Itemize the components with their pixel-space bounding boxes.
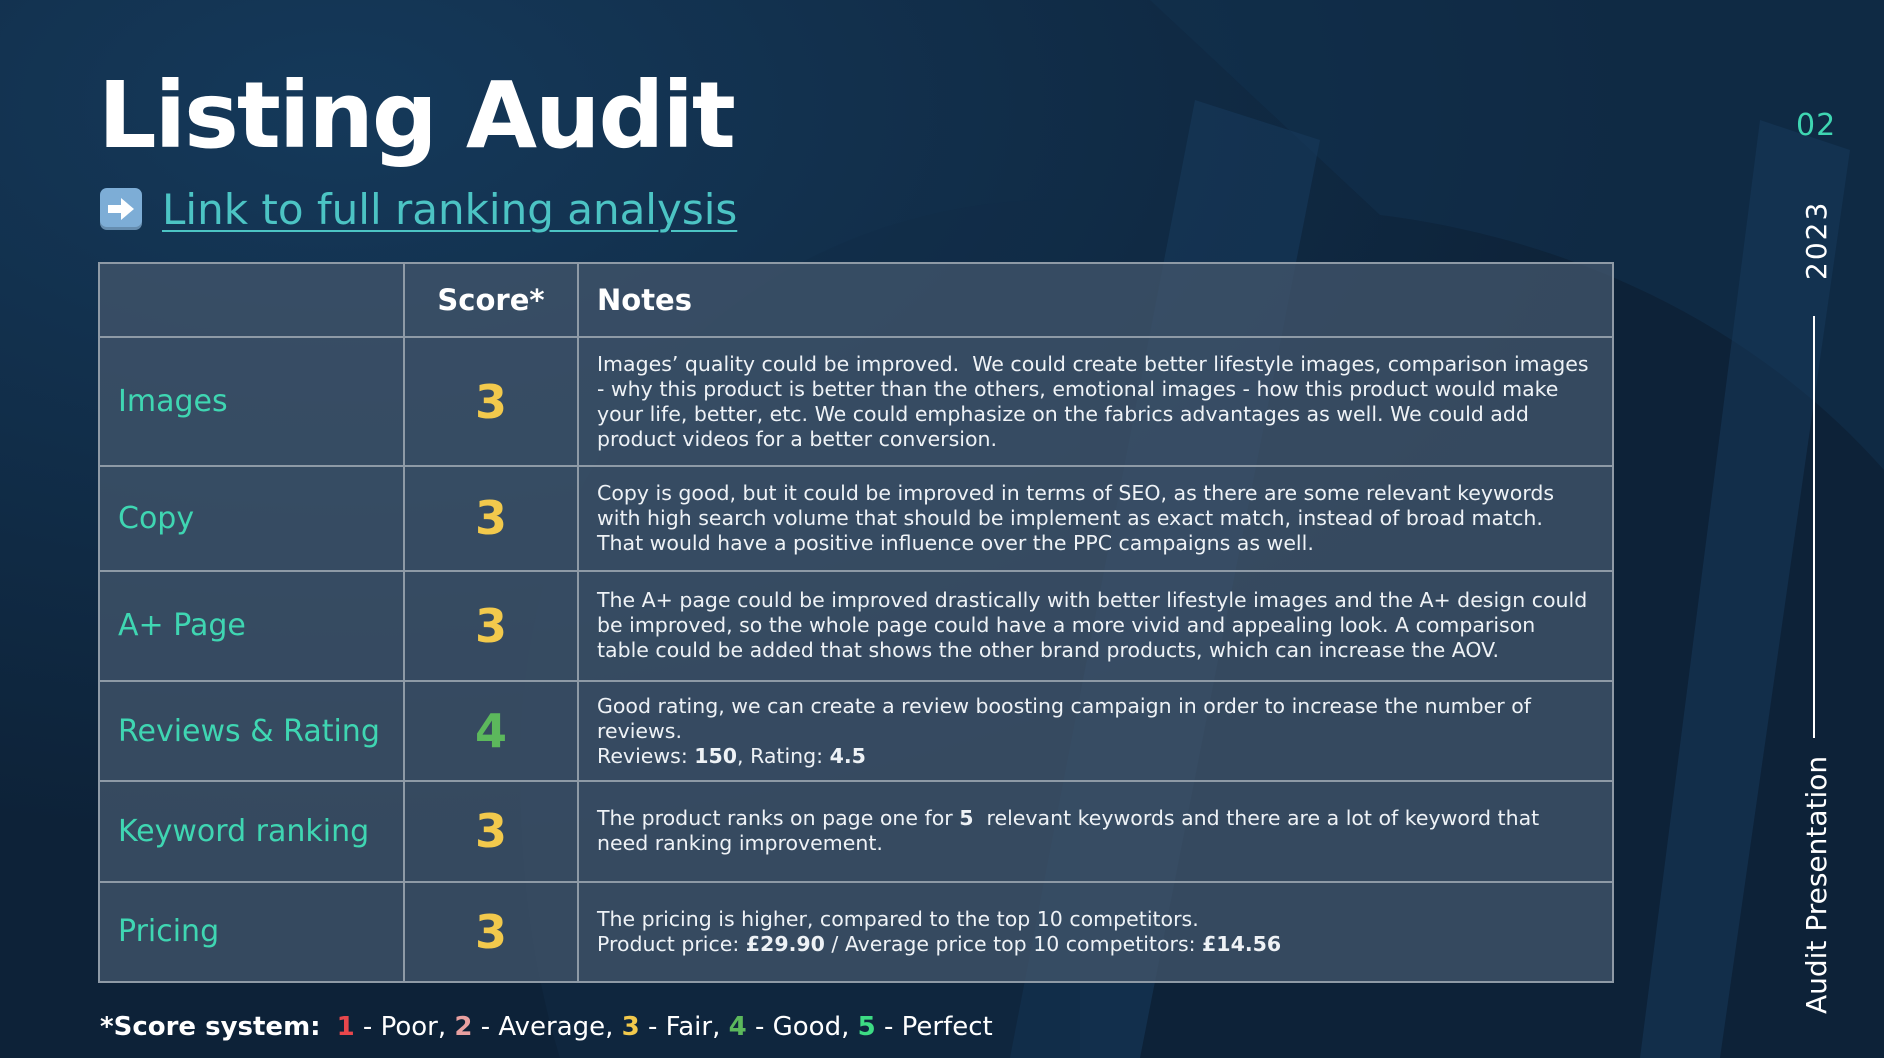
row-score: 3 [404,337,578,466]
row-notes: The pricing is higher, compared to the top 10 competitors. Product price: £29.90 / Average price top 10 competitors: £14.56 [578,882,1613,982]
legend-num-4: 4 [728,1012,747,1042]
ranking-link-row[interactable] [100,186,737,232]
row-score: 3 [404,781,578,881]
right-arrow-icon [100,188,142,230]
row-category: Reviews & Rating [99,681,404,781]
table-row [99,882,1613,982]
table-row [99,781,1613,881]
legend-num-2: 2 [454,1012,473,1042]
presentation-label: Audit Presentation [1800,755,1833,1014]
legend-text-2: - Average, [472,1012,622,1042]
row-score: 3 [404,466,578,571]
row-category: Images [99,337,404,466]
score-legend [100,1012,993,1042]
year-label: 2023 [1800,200,1833,280]
header-notes: Notes [578,263,1613,337]
row-notes: Copy is good, but it could be improved in terms of SEO, as there are some relevant keywords with high search volume that should be implement as exact match, instead of broad match. That would have a positive influence over the PPC campaigns as well. [578,466,1613,571]
row-notes: The A+ page could be improved drastically with better lifestyle images and the A+ design could be improved, so the whole page could have a more vivid and appealing look. A comparison table could be added that shows the other brand products, which can increase the AOV. [578,571,1613,681]
sidebar-divider [1813,316,1815,738]
legend-num-3: 3 [621,1012,640,1042]
full-ranking-analysis-link[interactable]: Link to full ranking analysis [162,184,738,234]
page-title: Listing Audit [98,62,734,169]
legend-num-1: 1 [336,1012,355,1042]
legend-num-5: 5 [857,1012,876,1042]
legend-text-3: - Fair, [639,1012,729,1042]
row-category: Pricing [99,882,404,982]
legend-text-1: - Poor, [354,1012,455,1042]
row-score: 3 [404,882,578,982]
legend-text-5: - Perfect [875,1012,993,1042]
table-row [99,571,1613,681]
row-score: 3 [404,571,578,681]
table-row [99,466,1613,571]
audit-table [98,262,1614,983]
table-row [99,681,1613,781]
table-row [99,337,1613,466]
legend-label: *Score system: [100,1012,321,1042]
row-score: 4 [404,681,578,781]
row-category: A+ Page [99,571,404,681]
row-notes: Good rating, we can create a review boosting campaign in order to increase the number of reviews. Reviews: 150, Rating: 4.5 [578,681,1613,781]
legend-text-4: - Good, [746,1012,858,1042]
row-notes: Images’ quality could be improved. We could create better lifestyle images, comparison images - why this product is better than the others, emotional images - how this product would make your life, better, etc. We could emphasize on the fabrics advantages as well. We could add product videos for a better conversion. [578,337,1613,466]
row-category: Keyword ranking [99,781,404,881]
row-notes: The product ranks on page one for 5 relevant keywords and there are a lot of keyword that need ranking improvement. [578,781,1613,881]
row-category: Copy [99,466,404,571]
header-category [99,263,404,337]
header-score: Score* [404,263,578,337]
page-number: 02 [1796,108,1837,143]
table-header-row [99,263,1613,337]
